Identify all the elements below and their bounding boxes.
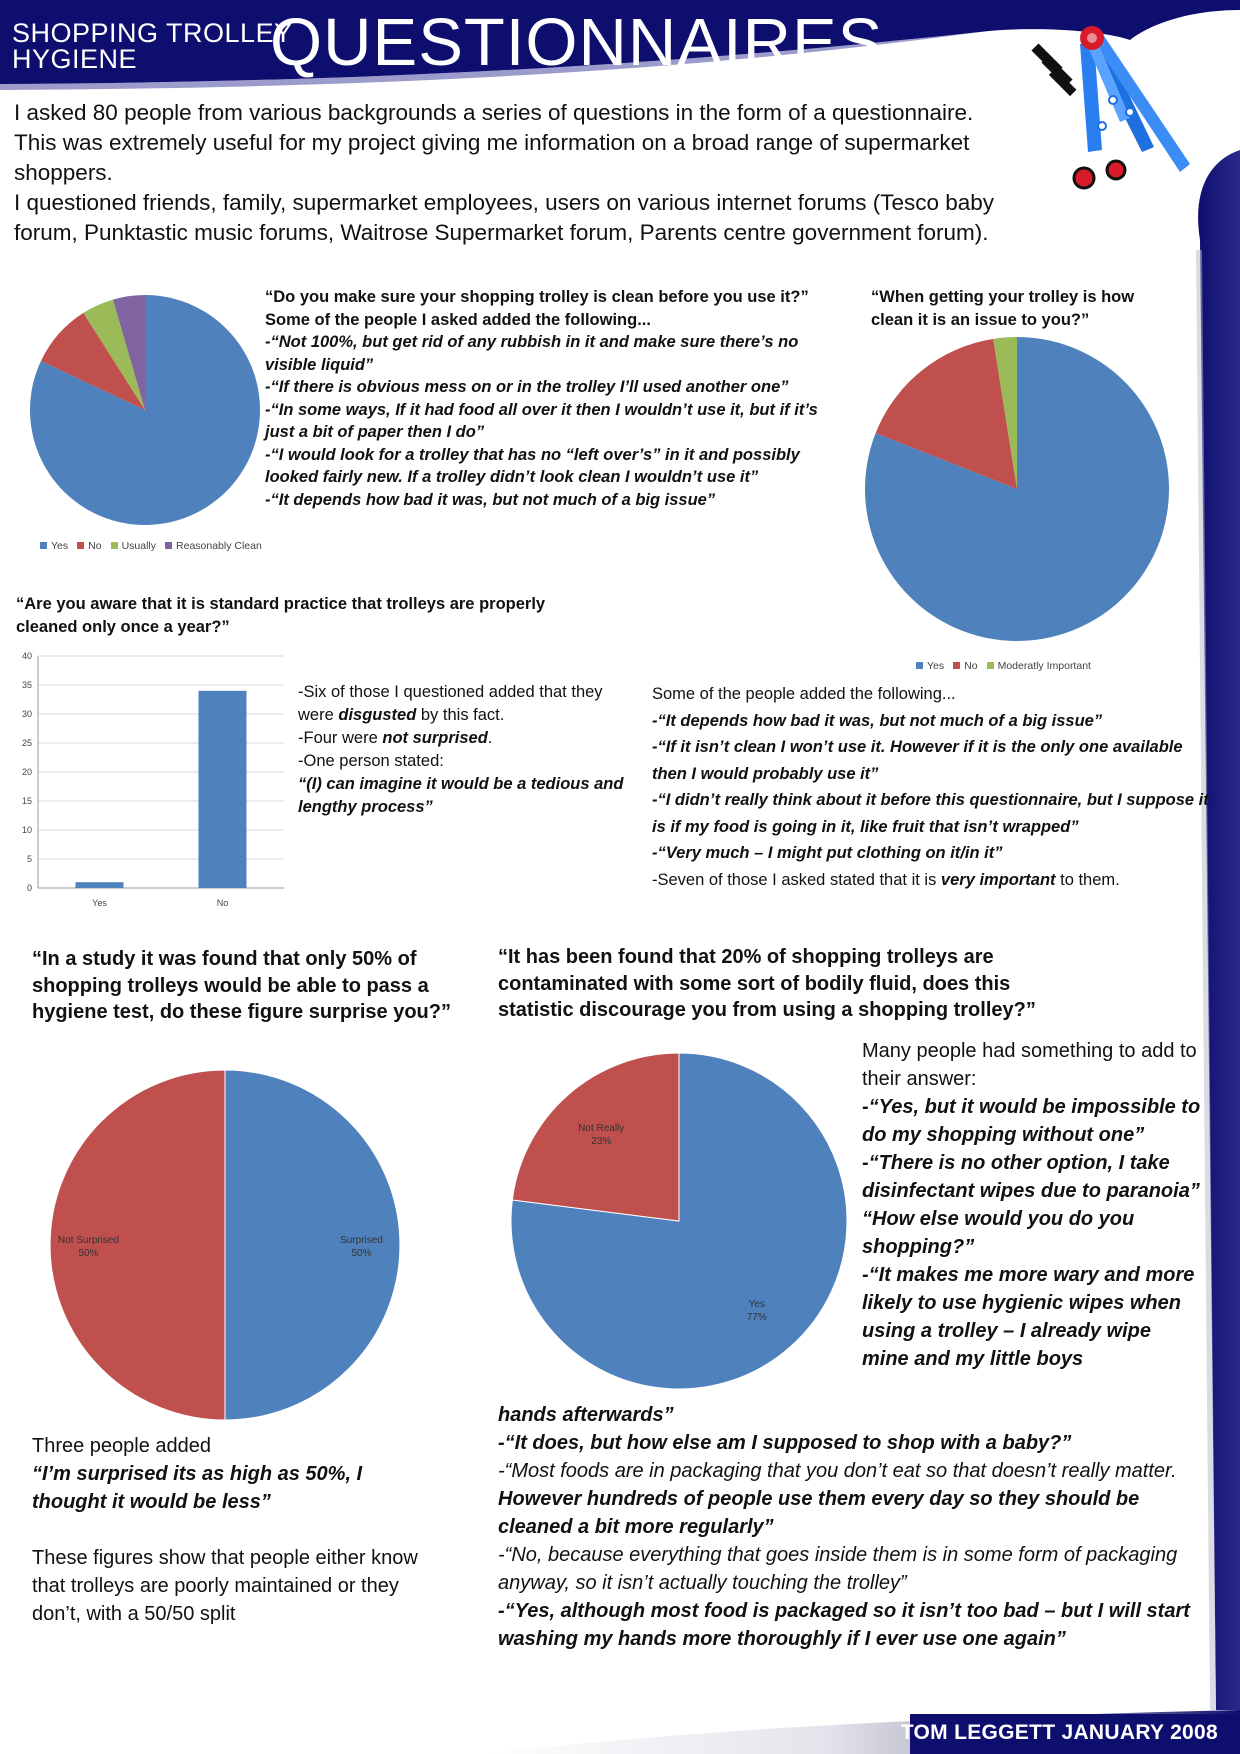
q1-question: “Do you make sure your shopping trolley is clean before you use it?” xyxy=(265,288,809,306)
q5-quote: -“There is no other option, I take disinfectant wipes due to paranoia” xyxy=(862,1152,1200,1202)
q2-quote: -“It depends how bad it was, but not much of a big issue” xyxy=(652,711,1103,730)
legend-item xyxy=(165,540,262,552)
pie-data-label: 50% xyxy=(78,1248,99,1259)
legend-item xyxy=(953,660,977,672)
q5-quote: -“No, because everything that goes inside them is in some form of packaging anyway, so it isn’t actually touching the trolley” xyxy=(498,1544,1178,1594)
q5-quote-continued: hands afterwards” xyxy=(498,1404,674,1426)
q1-quote: -“In some ways, If it had food all over it then I wouldn’t use it, but if it’s just a bit of paper then I do” xyxy=(265,400,818,441)
q5-pie-chart xyxy=(504,1046,854,1396)
q4-question: “In a study it was found that only 50% of shopping trolleys would be able to pass a hygiene test, do these figure surprise you?” xyxy=(32,948,451,1023)
legend-swatch xyxy=(40,542,47,549)
q3-note-disgusted: -Six of those I questioned added that they were disgusted by this fact. xyxy=(298,683,603,724)
y-tick-label: 5 xyxy=(26,854,32,864)
legend-swatch xyxy=(165,542,172,549)
q5-quote: -“Most foods are in packaging that you don’t eat so that doesn’t really matter. However hundreds of people use them every day so they should be cleaned a bit more regularly” xyxy=(498,1460,1177,1538)
q4-conclusion: These figures show that people either know that trolleys are poorly maintained or they don’t, with a 50/50 split xyxy=(32,1547,418,1625)
q4-notes-lead: Three people added xyxy=(32,1435,212,1457)
y-tick-label: 40 xyxy=(21,651,32,661)
q2-quote: -“I didn’t really think about it before this questionnaire, but I suppose it is if my food is going in it, like fruit that isn’t wrapped” xyxy=(652,791,1209,836)
q5-quote: -“It makes me more wary and more likely to use hygienic wipes when using a trolley – I already wipe mine and my little boys xyxy=(862,1264,1195,1370)
legend-swatch xyxy=(916,662,923,669)
intro-line-1: I asked 80 people from various backgrounds a series of questions in the form of a questionnaire. xyxy=(14,100,974,125)
header-subtitle xyxy=(12,20,293,72)
q2-pie-chart xyxy=(862,334,1172,644)
q3-bar-chart xyxy=(12,648,292,910)
q3-notes xyxy=(298,681,628,819)
q5-more-comments xyxy=(498,1401,1218,1653)
subtitle-line-2: HYGIENE xyxy=(12,44,138,74)
q4-notes-quote: “I’m surprised its as high as 50%, I thought it would be less” xyxy=(32,1463,363,1513)
q3-note-quote: “(I) can imagine it would be a tedious and lengthy process” xyxy=(298,775,624,816)
bar-yes xyxy=(76,882,124,888)
x-tick-label: No xyxy=(216,898,229,908)
legend-item xyxy=(111,540,156,552)
legend-item xyxy=(40,540,68,552)
legend-swatch xyxy=(987,662,994,669)
q1-legend xyxy=(40,540,271,552)
q3-question: “Are you aware that it is standard practice that trolleys are properly cleaned only once a year?” xyxy=(16,595,546,636)
q2-notes xyxy=(652,681,1212,893)
q1-lead: Some of the people I asked added the following... xyxy=(265,310,651,329)
legend-swatch xyxy=(111,542,118,549)
y-tick-label: 20 xyxy=(21,767,32,777)
q3-note-one-person: -One person stated: xyxy=(298,752,444,770)
q2-question: “When getting your trolley is how clean it is an issue to you?” xyxy=(871,288,1135,329)
q1-quote: -“If there is obvious mess on or in the trolley I’ll used another one” xyxy=(265,378,789,396)
y-tick-label: 10 xyxy=(21,825,32,835)
pie-category-label: Surprised xyxy=(340,1235,383,1246)
q4-pie-chart xyxy=(40,1060,410,1430)
legend-label: No xyxy=(964,660,978,672)
pie-data-label: 23% xyxy=(591,1135,612,1147)
legend-label: Reasonably Clean xyxy=(176,540,262,552)
y-tick-label: 0 xyxy=(26,883,32,893)
pie-category-label: Yes xyxy=(748,1299,765,1311)
q1-pie-chart xyxy=(20,285,260,530)
q1-quote: -“Not 100%, but get rid of any rubbish in it and make sure there’s no visible liquid” xyxy=(265,333,799,374)
legend-label: No xyxy=(88,540,102,552)
legend-item xyxy=(916,660,944,672)
legend-label: Yes xyxy=(51,540,69,552)
q5-side-lead: Many people had something to add to their answer: xyxy=(862,1040,1197,1090)
q1-quote: -“I would look for a trolley that has no “left over’s” in it and possibly looked fairly new. If a trolley didn’t look clean I wouldn’t use it” xyxy=(265,445,800,486)
legend-swatch xyxy=(953,662,960,669)
q5-quote: -“Yes, but it would be impossible to do my shopping without one” xyxy=(862,1096,1201,1146)
q5-question: “It has been found that 20% of shopping trolleys are contaminated with some sort of bodily fluid, does this statistic discourage you from using a shopping trolley?” xyxy=(498,946,1036,1021)
intro-line-2: This was extremely useful for my project giving me information on a broad range of supermarket shoppers. xyxy=(14,130,970,185)
q2-notes-lead: Some of the people added the following... xyxy=(652,685,956,703)
pie-category-label: Not Really xyxy=(578,1122,625,1134)
y-tick-label: 15 xyxy=(21,796,32,806)
legend-swatch xyxy=(77,542,84,549)
bar-no xyxy=(199,691,247,888)
q2-quote: -“If it isn’t clean I won’t use it. However if it is the only one available then I would probably use it” xyxy=(652,738,1183,783)
legend-label: Moderatly Important xyxy=(997,660,1091,672)
legend-item xyxy=(987,660,1091,672)
q2-closing: -Seven of those I asked stated that it is very important to them. xyxy=(652,870,1120,889)
q5-quote: “How else would you do you shopping?” xyxy=(862,1208,1135,1258)
intro-line-3: I questioned friends, family, supermarket employees, users on various internet forums (Tesco baby forum, Punktastic music forums, Waitrose Supermarket forum, Parents centre government forum). xyxy=(14,190,995,245)
q4-notes xyxy=(32,1432,432,1628)
y-tick-label: 30 xyxy=(21,709,32,719)
q5-side-comments xyxy=(862,1037,1202,1373)
y-tick-label: 35 xyxy=(21,680,32,690)
y-tick-label: 25 xyxy=(21,738,32,748)
x-tick-label: Yes xyxy=(92,898,107,908)
q1-quote: -“It depends how bad it was, but not much of a big issue” xyxy=(265,490,716,509)
q3-note-not-surprised: -Four were not surprised. xyxy=(298,729,493,747)
pie-data-label: 77% xyxy=(746,1312,767,1324)
legend-item xyxy=(77,540,101,552)
q5-quote: -“Yes, although most food is packaged so it isn’t too bad – but I will start washing my hands more thoroughly if I ever use one again” xyxy=(498,1600,1190,1650)
q2-legend xyxy=(916,660,1100,672)
q2-quote: -“Very much – I might put clothing on it/in it” xyxy=(652,844,1003,862)
legend-label: Usually xyxy=(121,540,157,552)
q5-quote: -“It does, but how else am I supposed to shop with a baby?” xyxy=(498,1432,1072,1454)
subtitle-line-1: SHOPPING TROLLEY xyxy=(12,18,293,48)
footer-author-date: TOM LEGGETT JANUARY 2008 xyxy=(900,1721,1218,1744)
intro-paragraph xyxy=(14,98,1064,248)
pie-data-label: 50% xyxy=(351,1248,372,1259)
q1-text-block xyxy=(265,286,835,511)
legend-label: Yes xyxy=(927,660,945,672)
page-title: QUESTIONNAIRES xyxy=(270,5,884,80)
pie-category-label: Not Surprised xyxy=(57,1235,120,1246)
